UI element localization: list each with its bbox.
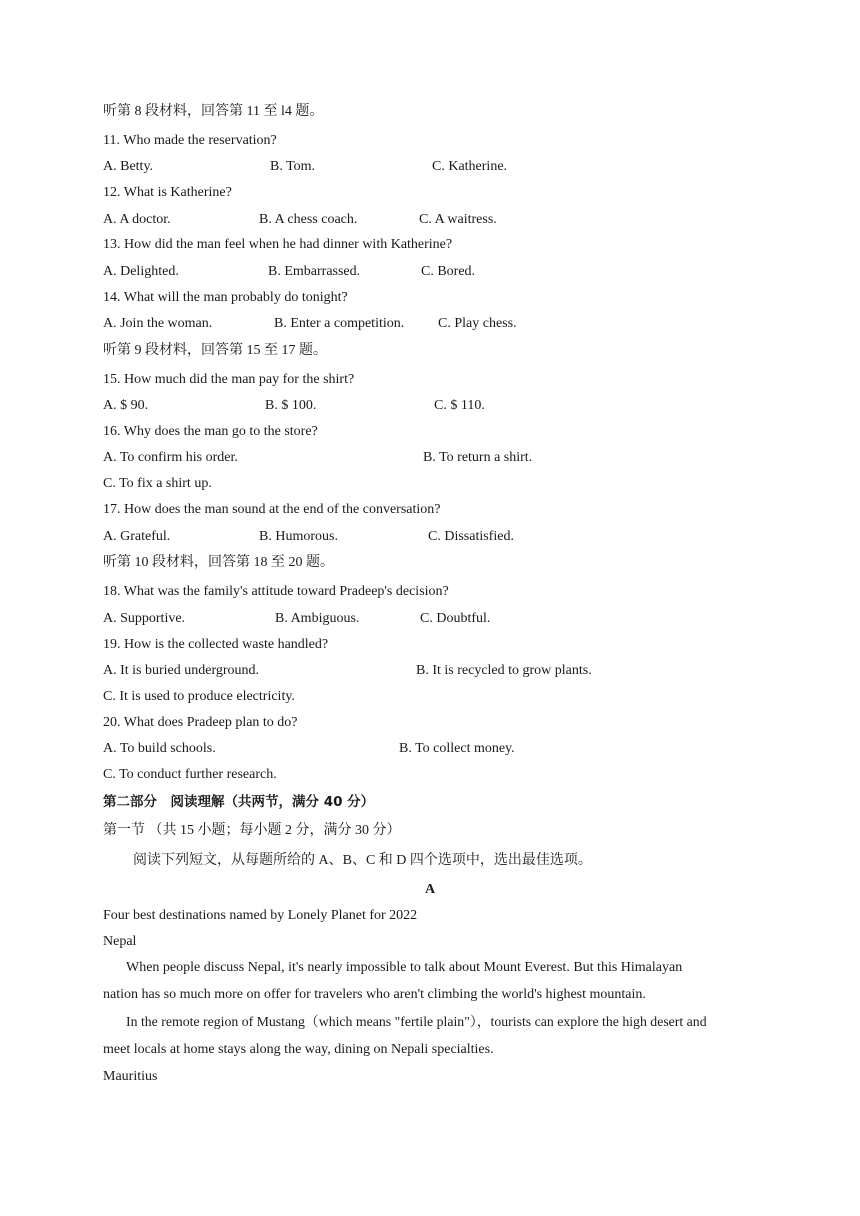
q13-option-a: A. Delighted. [103,264,179,279]
q20-option-a: A. To build schools. [103,741,216,756]
nepal-paragraph-1-line-2: nation has so much more on offer for travelers who aren't climbing the world's highest mountain. [103,987,646,1002]
mauritius-heading: Mauritius [103,1069,158,1084]
q11-option-c: C. Katherine. [432,159,508,174]
question-18: 18. What was the family's attitude toward Pradeep's decision? [103,584,449,599]
nepal-paragraph-1-line-1: When people discuss Nepal, it's nearly impossible to talk about Mount Everest. But this Himalayan [126,960,683,975]
question-16: 16. Why does the man go to the store? [103,424,318,439]
section1-title: 第一节 （共 15 小题；每小题 2 分，满分 30 分） [103,823,401,838]
q17-option-a: A. Grateful. [103,529,171,544]
q19-option-a: A. It is buried underground. [103,663,260,678]
question-12: 12. What is Katherine? [103,185,232,200]
passage-title: Four best destinations named by Lonely Planet for 2022 [103,908,418,923]
nepal-paragraph-2-line-2: meet locals at home stays along the way, dining on Nepali specialties. [103,1042,494,1057]
q11-option-b: B. Tom. [270,159,316,174]
section10-header: 听第 10 段材料，回答第 18 至 20 题。 [103,555,334,570]
q19-option-c: C. It is used to produce electricity. [103,689,295,704]
q19-option-b: B. It is recycled to grow plants. [416,663,592,678]
q14-option-b: B. Enter a competition. [274,316,405,331]
q15-option-a: A. $ 90. [103,398,149,413]
q14-option-a: A. Join the woman. [103,316,213,331]
question-20: 20. What does Pradeep plan to do? [103,715,298,730]
part2-title: 第二部分 阅读理解（共两节，满分 40 分） [103,794,375,810]
instructions: 阅读下列短文，从每题所给的 A、B、C 和 D 四个选项中，选出最佳选项。 [133,853,592,868]
q16-option-a: A. To confirm his order. [103,450,238,465]
q20-option-b: B. To collect money. [399,741,515,756]
question-17: 17. How does the man sound at the end of the conversation? [103,502,441,517]
q15-option-c: C. $ 110. [434,398,485,413]
q16-option-c: C. To fix a shirt up. [103,476,212,491]
question-15: 15. How much did the man pay for the shirt? [103,372,355,387]
question-13: 13. How did the man feel when he had dinner with Katherine? [103,237,453,252]
nepal-heading: Nepal [103,934,137,949]
section8-header: 听第 8 段材料，回答第 11 至 l4 题。 [103,104,324,119]
question-14: 14. What will the man probably do tonight? [103,290,348,305]
q13-option-c: C. Bored. [421,264,476,279]
q14-option-c: C. Play chess. [438,316,517,331]
nepal-paragraph-2-line-1: In the remote region of Mustang（which means "fertile plain"），tourists can explore the high desert and [126,1014,707,1029]
q12-option-b: B. A chess coach. [259,212,358,227]
q17-option-b: B. Humorous. [259,529,338,544]
section9-header: 听第 9 段材料，回答第 15 至 17 题。 [103,343,327,358]
q13-option-b: B. Embarrassed. [268,264,361,279]
q17-option-c: C. Dissatisfied. [428,529,514,544]
q16-option-b: B. To return a shirt. [423,450,533,465]
q20-option-c: C. To conduct further research. [103,767,277,782]
q15-option-b: B. $ 100. [265,398,317,413]
passage-letter: A [424,882,436,897]
q18-option-b: B. Ambiguous. [275,611,360,626]
q18-option-c: C. Doubtful. [420,611,491,626]
q12-option-c: C. A waitress. [419,212,497,227]
q11-option-a: A. Betty. [103,159,154,174]
q12-option-a: A. A doctor. [103,212,171,227]
question-19: 19. How is the collected waste handled? [103,637,329,652]
q18-option-a: A. Supportive. [103,611,186,626]
question-11: 11. Who made the reservation? [103,133,277,148]
